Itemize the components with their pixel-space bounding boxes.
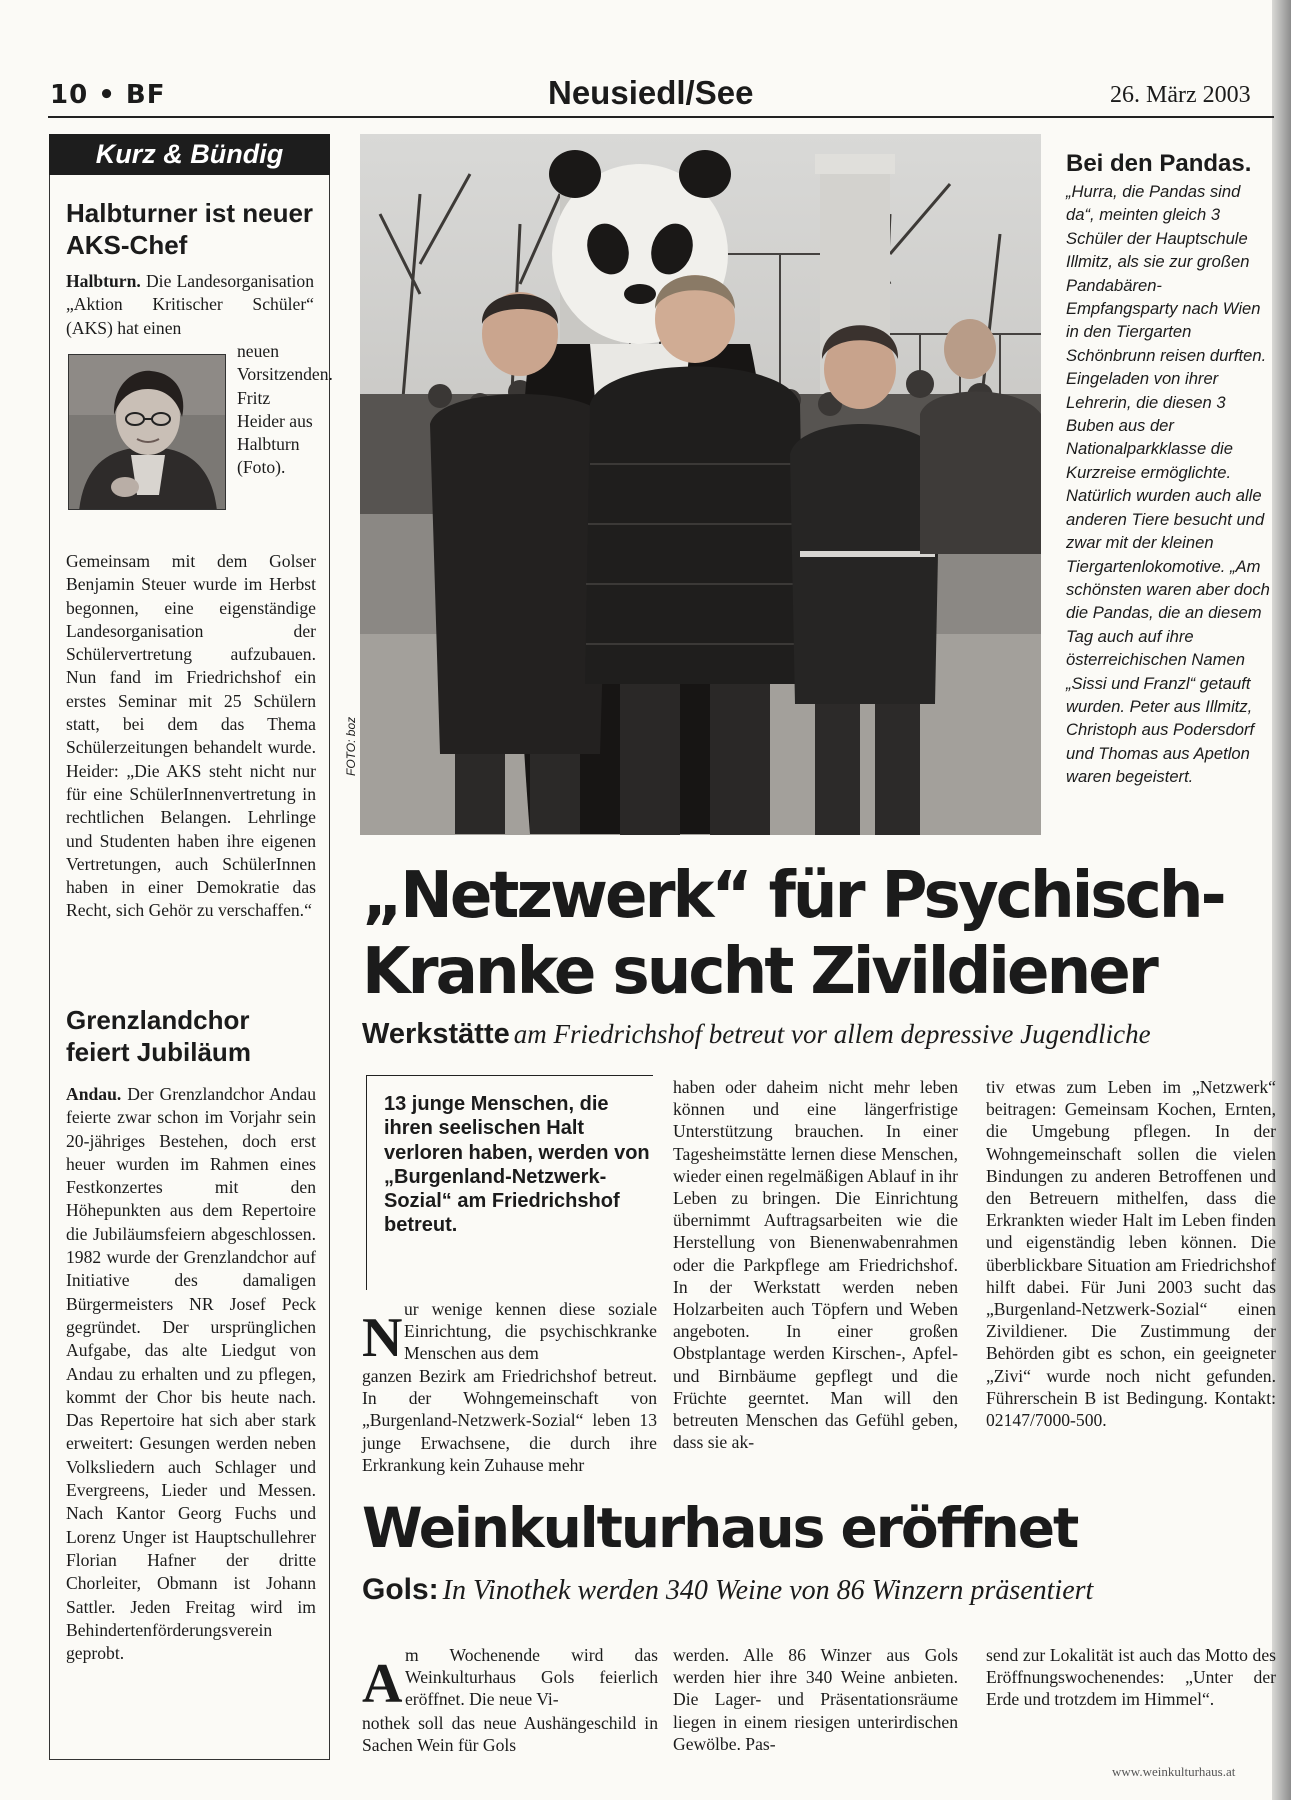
chor-lead: Andau.	[66, 1084, 122, 1104]
netzwerk-col1-top: ur wenige kennen diese soziale Einrichtung, die psychischkranke Menschen aus dem	[404, 1299, 657, 1364]
heider-portrait-photo	[68, 354, 226, 510]
wein-headline: Weinkulturhaus eröffnet	[362, 1496, 1078, 1560]
chor-headline: Grenzlandchor feiert Jubiläum	[66, 1005, 251, 1067]
netzwerk-subline	[362, 1018, 1272, 1051]
page-edge-shadow	[1272, 0, 1291, 1800]
wein-subline-text: In Vinothek werden 340 Weine von 86 Winzern präsentiert	[442, 1575, 1094, 1606]
aks-headline: Halbturner ist neuer AKS-Chef	[66, 198, 314, 260]
wein-col1-bottom: nothek soll das neue Aushängeschild in Sachen Wein für Gols	[362, 1713, 658, 1756]
aks-text-b: neuen Vorsitzenden. Fritz Heider aus Halbturn (Foto).	[237, 341, 333, 478]
kurz-buendig-label: Kurz & Bündig	[49, 134, 330, 175]
drop-cap-n: N	[362, 1307, 403, 1369]
aks-text-intro	[66, 270, 314, 340]
netzwerk-col1-bottom: ganzen Bezirk am Friedrichshof betreut. In der Wohngemeinschaft von „Burgenland-Netzwerk-Sozial“ leben 13 junge Erwachsene, die durch ihre Erkrankung kein Zuhause mehr	[362, 1366, 657, 1475]
caption-title: Bei den Pandas.	[1066, 150, 1252, 177]
netzwerk-teaser: 13 junge Menschen, die ihren seelischen Halt verloren haben, werden von „Burgenland-Netzwerk-Sozial“ am Friedrichshof betreut.	[384, 1093, 650, 1237]
netzwerk-col3: tiv etwas zum Leben im „Netzwerk“ beitragen: Gemeinsam Kochen, Ernten, die Umgebung pflegen. In der Wohngemeinschaft sollen die vielen Bindungen zu anderen Betroffenen und den Betreuern mithelfen, dass die Erkrankten wieder Halt im Leben finden und eigenständig leben können. Die überblickbare Situation am Friedrichshof hilft dabei. Für Juni 2003 sucht das „Burgenland-Netzwerk-Sozial“ einen Zivildiener. Die Zustimmung der Behörden gibt es schon, ein geeigneter „Zivi“ wurde noch nicht gefunden. Führerschein B ist Bedingung. Kontakt: 02147/7000-500.	[986, 1077, 1276, 1431]
chor-text	[66, 1083, 316, 1665]
photo-credit: FOTO: boz	[344, 716, 358, 776]
drop-cap-a: A	[362, 1653, 403, 1715]
wein-url: www.weinkulturhaus.at	[1112, 1764, 1236, 1779]
photo-caption: „Hurra, die Pandas sind da“, meinten gleich 3 Schüler der Hauptschule Illmitz, als sie zur großen Pandabären-Empfangsparty nach Wien in den Tiergarten Schönbrunn reisen durften. Eingeladen von ihrer Lehrerin, die diesen 3 Buben aus der Nationalparkklasse die Kurzreise ermöglichte. Natürlich wurden auch alle anderen Tiere besucht und zwar mit der kleinen Tiergartenlokomotive. „Am schönsten waren aber doch die Pandas, die an diesem Tag auch auf ihre österreichischen Namen „Sissi und Franzl“ getauft wurden. Peter aus Illmitz, Christoph aus Podersdorf und Thomas aus Apetlon waren begeistert.	[1066, 182, 1270, 787]
chor-body: Der Grenzlandchor Andau feierte zwar schon im Vorjahr sein 20-jähriges Bestehen, doch erst heuer wurden im Rahmen eines Festkonzertes mit den Höhepunkten aus dem Repertoire die Jubiläumsfeiern abgeschlossen. 1982 wurde der Grenzlandchor auf Initiative des damaligen Bürgermeisters NR Josef Peck gegründet. Der ursprünglichen Aufgabe, das alte Liedgut von Andau zu erhalten und zu pflegen, kommt der Chor bis heute nach. Das Repertoire hat sich aber stark erweitert: Gesungen werden neben Volksliedern auch Schlager und Evergreens, Lieder und Messen. Nach Kantor Georg Fuchs und Lorenz Unger ist Hauptschullehrer Florian Hafner der dritte Chorleiter, Obmann ist Johann Sattler. Jeden Freitag wird im Behindertenförderungsverein geprobt.	[66, 1084, 316, 1664]
page-number: 10 • BF	[50, 80, 166, 110]
netzwerk-kicker: Werkstätte	[362, 1018, 510, 1050]
wein-kicker: Gols:	[362, 1573, 439, 1606]
wein-col1-top: m Wochenende wird das Weinkulturhaus Gols feierlich eröffnet. Die neue Vi-	[405, 1645, 658, 1710]
aks-text-a: Die Landesorganisation „Aktion Kritischer Schüler“ (AKS) hat einen	[66, 271, 314, 338]
section-title: Neusiedl/See	[548, 74, 754, 111]
panda-scene-illustration	[360, 134, 1041, 835]
aks-lead: Halbturn.	[66, 271, 141, 291]
netzwerk-col2: haben oder daheim nicht mehr leben können und eine längerfristige Unterstützung brauchen. In einer Tagesheimstätte lernen diese Menschen, wieder einen regelmäßigen Ablauf in ihr Leben zu bringen. Die Einrichtung übernimmt Auftragsarbeiten wie die Herstellung von Bienenwabenrahmen oder die Parkpflege am Friedrichshof. In der Werkstatt werden neben Holzarbeiten auch Töpfern und Weben angeboten. In einer großen Obstplantage werden Kirschen-, Apfel- und Birnbäume gepflegt und die Früchte geerntet. Man will den betreuten Menschen das Gefühl geben, dass sie ak-	[673, 1077, 958, 1453]
aks-text-c: Gemeinsam mit dem Golser Benjamin Steuer wurde im Herbst begonnen, eine eigenständige Landesorganisation der Schülervertretung aufzubauen. Nun fand im Friedrichshof ein erstes Seminar mit 25 Schülern statt, bei dem das Thema Schülerzeitungen behandelt wurde. Heider: „Die AKS steht nicht nur für eine SchülerInnenvertretung in rechtlichen Belangen. Lehrlinge und Studenten haben ihre eigenen Vertretungen, auch SchülerInnen haben in einer Demokratie das Recht, sich Gehör zu verschaffen.“	[66, 551, 316, 921]
issue-date: 26. März 2003	[1110, 82, 1251, 108]
netzwerk-subline-text: am Friedrichshof betreut vor allem depressive Jugendliche	[513, 1019, 1151, 1049]
wein-col2: werden. Alle 86 Winzer aus Gols werden hier ihre 340 Weine anbieten. Die Lager- und Präsentationsräume liegen in einem riesigen unterirdischen Gewölbe. Pas-	[673, 1645, 958, 1754]
panda-photo	[360, 134, 1041, 835]
netzwerk-headline: „Netzwerk“ für Psychisch-Kranke sucht Zivildiener	[362, 859, 1224, 1009]
wein-subline	[362, 1573, 1272, 1607]
header-rule	[48, 116, 1274, 118]
portrait-illustration	[69, 355, 226, 510]
wein-col3: send zur Lokalität ist auch das Motto des Eröffnungswochenendes: „Unter der Erde und trotzdem im Himmel“.	[986, 1645, 1276, 1710]
